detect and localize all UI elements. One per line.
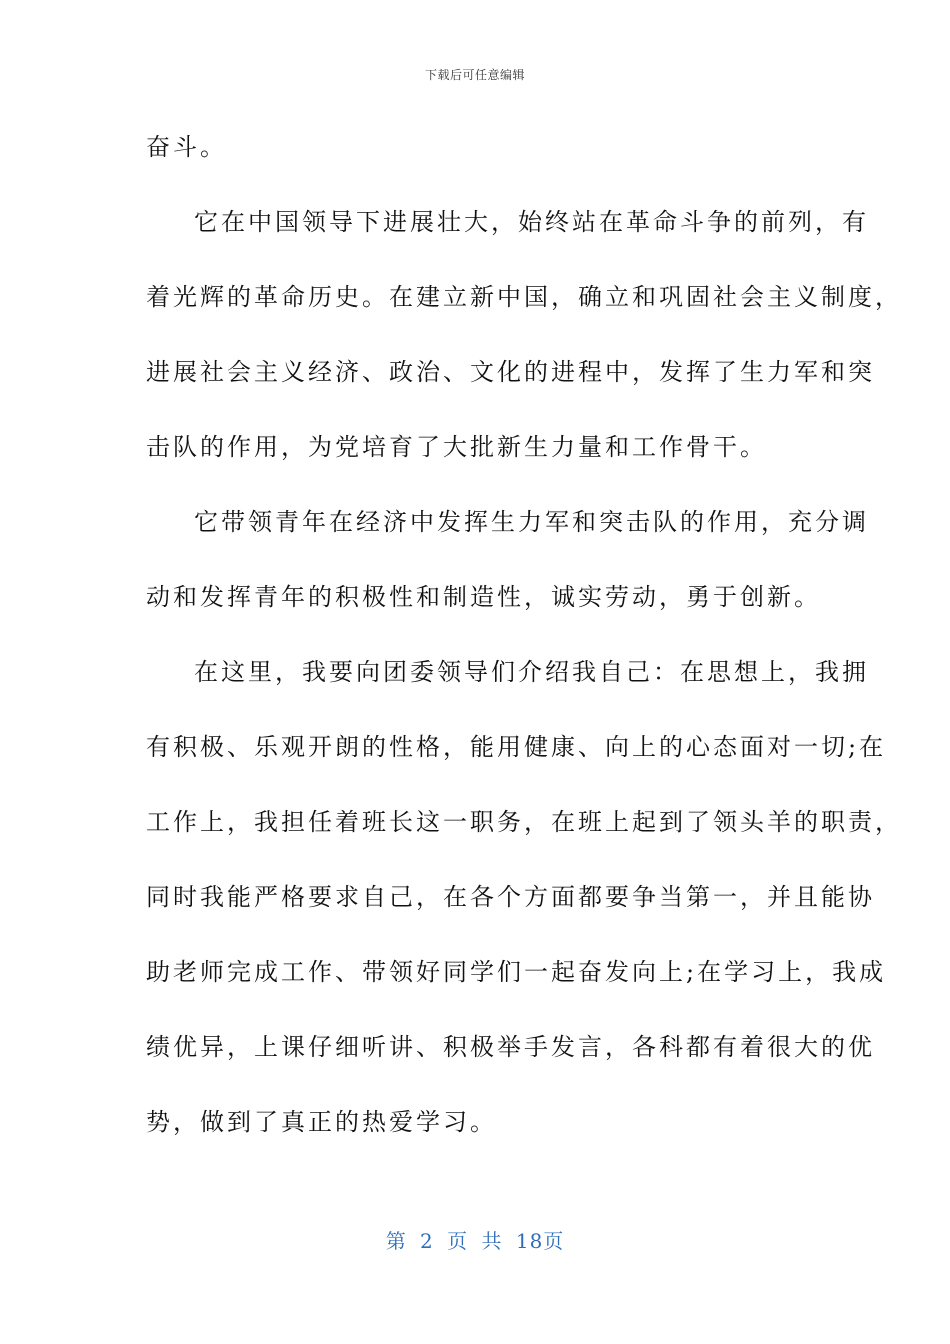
current-page-number: 2: [420, 1229, 434, 1253]
text-line: 绩优异，上课仔细听讲、积极举手发言，各科都有着很大的优: [146, 1033, 875, 1061]
document-body: [146, 128, 902, 1178]
text-line: 奋斗。: [146, 133, 227, 161]
page-word: 页: [447, 1229, 469, 1253]
total-word: 共: [481, 1229, 503, 1253]
text-line: 助老师完成工作、带领好同学们一起奋发向上;在学习上，我成: [146, 958, 887, 986]
text-line: 击队的作用，为党培育了大批新生力量和工作骨干。: [146, 433, 767, 461]
text-line: 动和发挥青年的积极性和制造性，诚实劳动，勇于创新。: [146, 583, 821, 611]
text-line: 它在中国领导下进展壮大，始终站在革命斗争的前列，有: [194, 208, 869, 236]
page-footer: [0, 1225, 950, 1254]
text-line: 着光辉的革命历史。在建立新中国，确立和巩固社会主义制度，: [146, 283, 902, 311]
page-prefix: 第: [385, 1229, 407, 1253]
text-line: 在这里，我要向团委领导们介绍我自己：在思想上，我拥: [194, 658, 869, 686]
text-line: 工作上，我担任着班长这一职务，在班上起到了领头羊的职责，: [146, 808, 902, 836]
total-pages: 18页: [515, 1229, 565, 1253]
text-line: 同时我能严格要求自己，在各个方面都要争当第一，并且能协: [146, 883, 875, 911]
text-line: 进展社会主义经济、政治、文化的进程中，发挥了生力军和突: [146, 358, 875, 386]
text-line: 有积极、乐观开朗的性格，能用健康、向上的心态面对一切;在: [146, 733, 887, 761]
header-note: 下载后可任意编辑: [424, 68, 525, 82]
text-line: 势，做到了真正的热爱学习。: [146, 1108, 497, 1136]
text-line: 它带领青年在经济中发挥生力军和突击队的作用，充分调: [194, 508, 869, 536]
